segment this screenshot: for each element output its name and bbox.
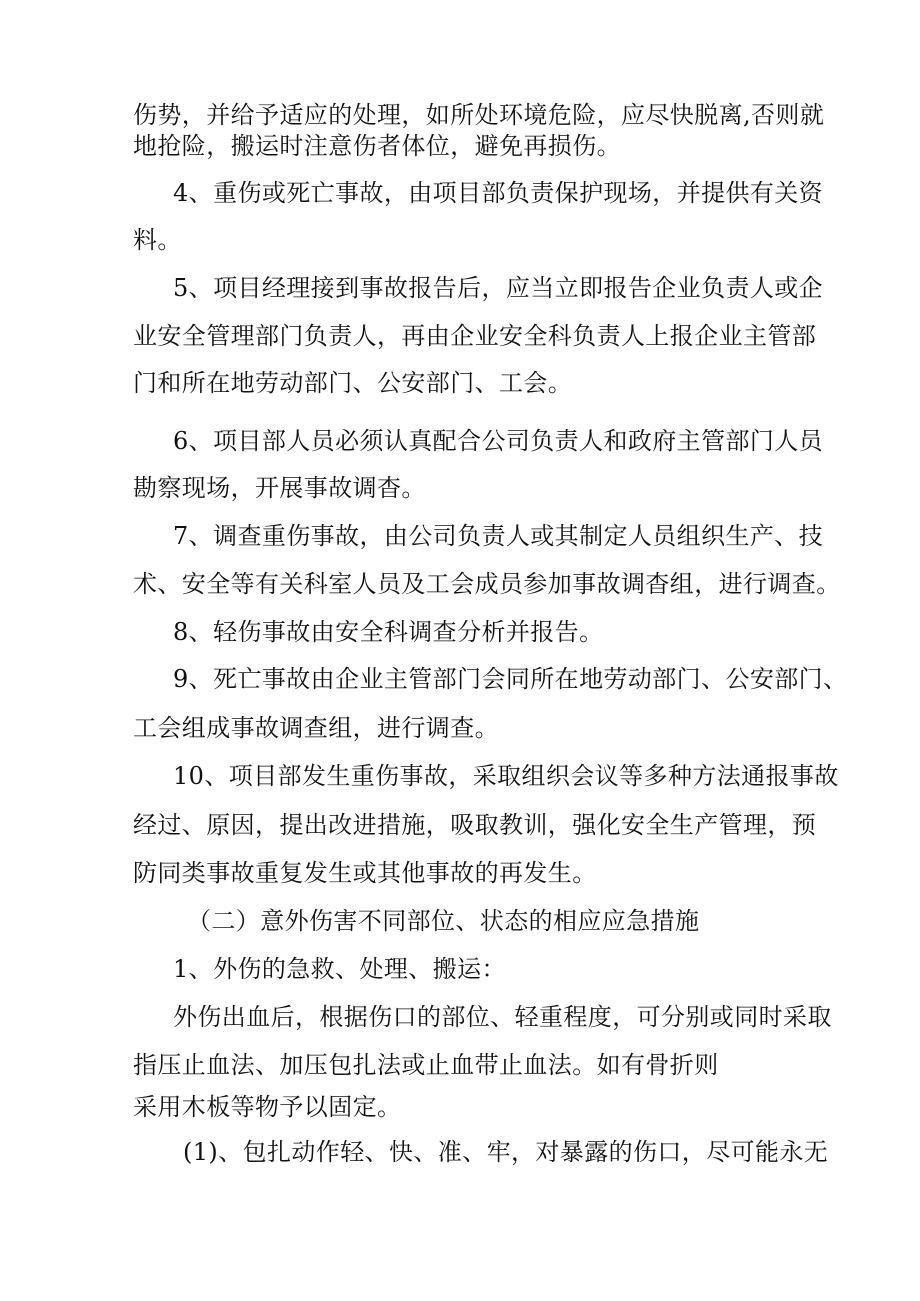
body-text-line: 勘察现场，开展事故调杳。 (133, 474, 426, 502)
subsection-heading: 1、外伤的急救、处理、搬运： (173, 955, 506, 983)
list-item-6: 6、项目部人员必须认真配合公司负责人和政府主管部门人员 (173, 427, 824, 455)
body-text-line: 经过、原因，提出改进措施，吸取教训，强化安全生产管理，预 (133, 811, 817, 839)
body-text-line: 工会组成事故调查组，进行调查。 (133, 714, 499, 742)
list-item-8: 8、轻伤事故由安全科调查分析并报告。 (173, 618, 604, 646)
body-text-line: 外伤出血后，根据伤口的部位、轻重程度，可分别或同时采取 (173, 1003, 832, 1031)
body-text-line: 防同类事故重复发生或其他事故的再发生。 (133, 859, 597, 887)
section-heading: （二）意外伤害不同部位、状态的相应应急措施 (187, 907, 700, 935)
body-text-line: 业安全管理部门负责人，再由企业安全科负责人上报企业主管部 (133, 322, 817, 350)
body-text-line: 采用木板等物予以固定。 (133, 1093, 402, 1121)
body-text-line: 术、安全等有关科室人员及工会成员参加事故调杳组，进行调查。 (133, 570, 841, 598)
list-item-1-paren: (1)、包扎动作轻、快、准、牢，对暴露的伤口，尽可能永无 (183, 1138, 829, 1166)
body-text-line: 门和所在地劳动部门、公安部门、工会。 (133, 369, 573, 397)
list-item-7: 7、调查重伤事故，由公司负责人或其制定人员组织生产、技 (173, 522, 824, 550)
list-item-5: 5、项目经理接到事故报告后，应当立即报告企业负责人或企 (173, 274, 824, 302)
body-text-line: 料。 (133, 226, 182, 254)
list-item-9: 9、死亡事故由企业主管部门会同所在地劳动部门、公安部门、 (173, 665, 848, 693)
list-item-10: 10、项目部发生重伤事故，采取组织会议等多种方法通报事故 (173, 762, 839, 790)
body-text-line: 地抢险，搬运时注意伤者体位，避免再损伤。 (133, 132, 621, 160)
body-text-line: 指压止血法、加压包扎法或止血带止血法。如有骨折则 (133, 1051, 719, 1079)
list-item-4: 4、重伤或死亡事故，由项目部负责保护现场，并提供有关资 (173, 179, 824, 207)
body-text-line: 伤势，并给予适应的处理，如所处环境危险，应尽快脱离,否则就 (133, 101, 825, 129)
